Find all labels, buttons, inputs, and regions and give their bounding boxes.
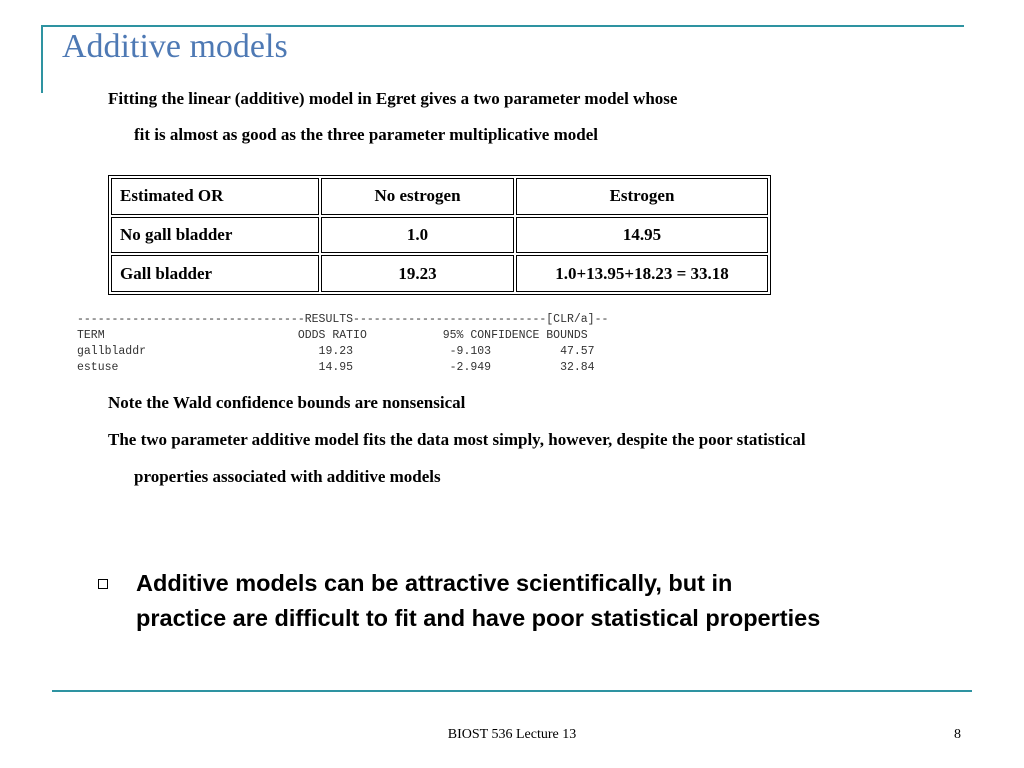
table-row <box>111 255 768 292</box>
bottom-divider <box>52 690 972 692</box>
note-line-2: The two parameter additive model fits the data most simply, however, despite the poor statistical <box>108 430 806 449</box>
intro-line-2: fit is almost as good as the three parameter multiplicative model <box>134 125 598 144</box>
note-line-1: Note the Wald confidence bounds are nonsensical <box>108 393 466 412</box>
odds-ratio-table <box>108 175 771 295</box>
note-line-3: properties associated with additive models <box>134 467 441 486</box>
egret-results-output: ---------------------------------RESULTS----------------------------[CLR/a]-- TERM ODDS RATIO 95% CONFIDENCE BOUNDS gallbladdr 19.23 -9.103 47.57 estuse 14.95 -2.949 32.84 <box>77 313 609 374</box>
bullet-line-1: Additive models can be attractive scientifically, but in <box>136 570 733 596</box>
table-header-cell: Estimated OR <box>111 178 319 215</box>
square-bullet-icon <box>98 579 108 589</box>
title-accent-bar <box>41 25 43 93</box>
table-header-cell: Estrogen <box>516 178 768 215</box>
table-cell: 14.95 <box>516 217 768 254</box>
table-cell: 1.0+13.95+18.23 = 33.18 <box>516 255 768 292</box>
table-cell: No gall bladder <box>111 217 319 254</box>
page-number: 8 <box>954 727 961 742</box>
intro-line-1: Fitting the linear (additive) model in Egret gives a two parameter model whose <box>108 89 678 108</box>
table-row <box>111 217 768 254</box>
bullet-text <box>136 566 820 636</box>
footer-text: BIOST 536 Lecture 13 <box>447 727 577 742</box>
table-header-row <box>111 178 768 215</box>
table-cell: 1.0 <box>321 217 514 254</box>
bullet-line-2: practice are difficult to fit and have poor statistical properties <box>136 605 821 631</box>
table-cell: 19.23 <box>321 255 514 292</box>
slide-title: Additive models <box>62 28 288 65</box>
table-cell: Gall bladder <box>111 255 319 292</box>
table-header-cell: No estrogen <box>321 178 514 215</box>
